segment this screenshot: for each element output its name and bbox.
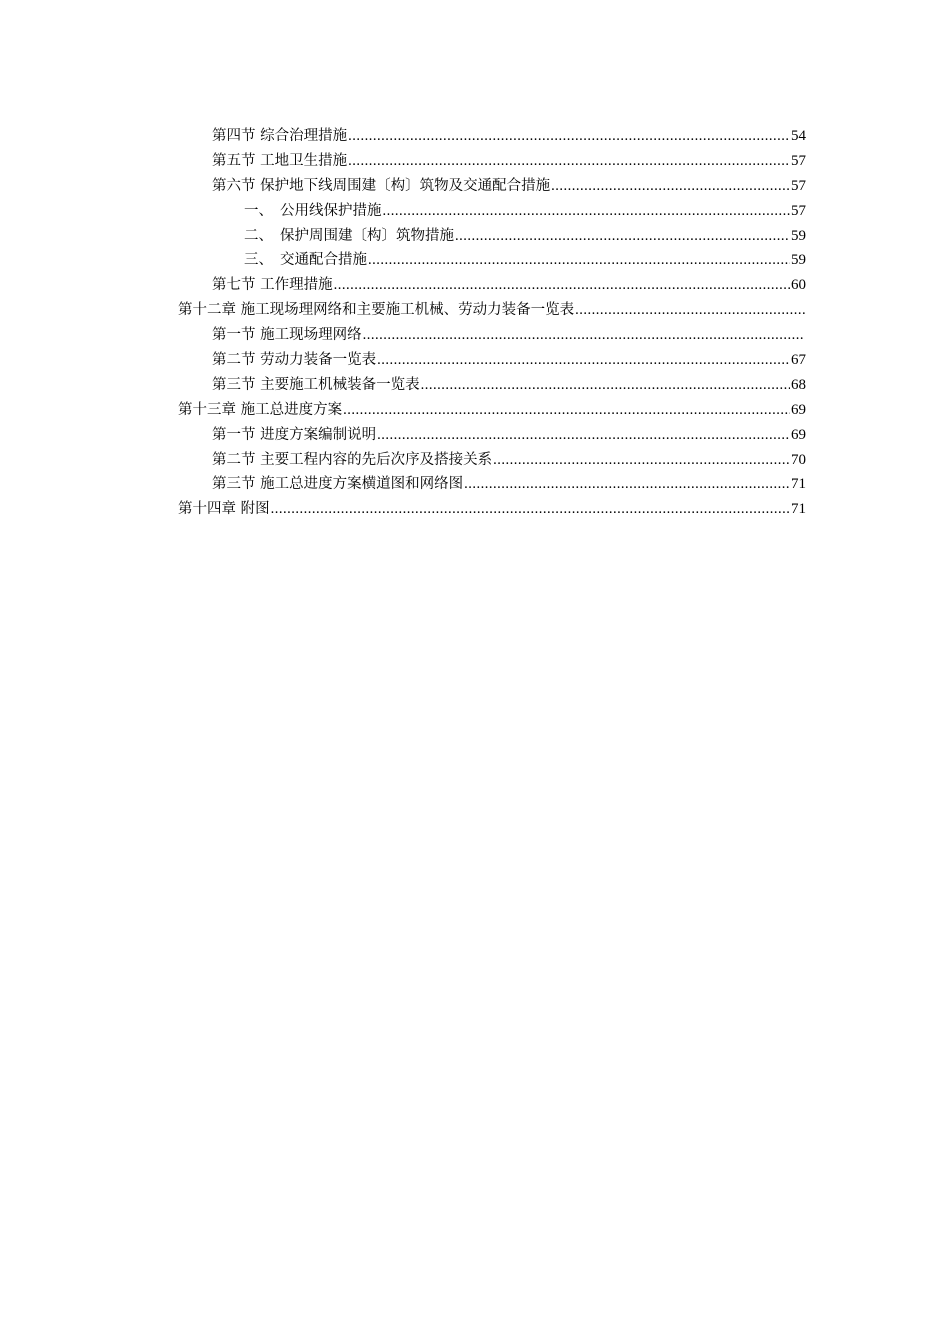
toc-entry[interactable] xyxy=(178,348,806,373)
toc-entry-page: 71 xyxy=(791,476,806,493)
toc-entry[interactable] xyxy=(178,124,806,149)
toc-entry-page: 57 xyxy=(791,202,806,219)
toc-leader-dots xyxy=(575,298,805,323)
toc-entry-title: 第一节 进度方案编制说明 xyxy=(212,426,377,443)
toc-entry[interactable] xyxy=(178,298,806,323)
toc-entry-title: 第一节 施工现场理网络 xyxy=(212,327,362,344)
toc-entry-title: 第三节 主要施工机械装备一览表 xyxy=(212,376,420,393)
toc-leader-dots xyxy=(455,224,790,249)
toc-entry[interactable] xyxy=(178,472,806,497)
toc-entry[interactable] xyxy=(178,174,806,199)
toc-leader-dots xyxy=(368,248,790,273)
toc-entry-title: 第四节 综合治理措施 xyxy=(212,128,348,144)
toc-entry-page: 70 xyxy=(791,451,806,468)
toc-entry-number: 一、 xyxy=(244,202,273,219)
toc-leader-dots xyxy=(421,373,790,398)
toc-entry-page: 68 xyxy=(791,376,806,393)
toc-entry[interactable] xyxy=(178,448,806,473)
toc-leader-dots xyxy=(551,174,790,199)
toc-entry[interactable] xyxy=(178,497,806,522)
toc-leader-dots xyxy=(343,398,790,423)
toc-entry-page: 59 xyxy=(791,252,806,269)
toc-entry-page: 67 xyxy=(791,352,806,369)
toc-entry-title: 公用线保护措施 xyxy=(280,202,382,219)
toc-entry-number: 二、 xyxy=(244,227,273,244)
toc-leader-dots xyxy=(383,199,791,224)
toc-leader-dots xyxy=(377,348,790,373)
toc-entry-title: 第二节 劳动力装备一览表 xyxy=(212,352,377,369)
toc-entry-title: 第六节 保护地下线周围建〔构〕筑物及交通配合措施 xyxy=(212,177,551,194)
toc-entry[interactable] xyxy=(178,423,806,448)
toc-entry[interactable] xyxy=(178,273,806,298)
toc-leader-dots xyxy=(271,497,790,522)
toc-entry[interactable] xyxy=(178,373,806,398)
toc-entry-title: 第十二章 施工现场理网络和主要施工机械、劳动力装备一览表 xyxy=(178,302,575,319)
toc-entry-title: 第七节 工作理措施 xyxy=(212,277,333,294)
toc-entry-title: 交通配合措施 xyxy=(280,252,367,269)
toc-leader-dots xyxy=(334,273,790,298)
toc-leader-dots xyxy=(348,149,790,174)
toc-entry-number: 三、 xyxy=(244,252,273,269)
toc-entry[interactable] xyxy=(178,149,806,174)
toc-leader-dots xyxy=(363,323,805,348)
toc-leader-dots xyxy=(493,448,790,473)
toc-entry-title: 第五节 工地卫生措施 xyxy=(212,152,348,169)
toc-entry-page: 69 xyxy=(791,426,806,443)
toc-leader-dots xyxy=(348,124,790,149)
toc-entry-page: 59 xyxy=(791,227,806,244)
toc-entry-page: 71 xyxy=(791,501,806,518)
toc-entry-title: 保护周围建〔构〕筑物措施 xyxy=(280,227,454,244)
toc-entry-title: 第十三章 施工总进度方案 xyxy=(178,401,343,418)
toc-entry-page: 54 xyxy=(791,128,806,144)
toc-entry-page: 57 xyxy=(791,152,806,169)
toc-entry[interactable] xyxy=(178,199,806,224)
toc-entry-page: 69 xyxy=(791,401,806,418)
toc-leader-dots xyxy=(377,423,790,448)
toc-entry[interactable] xyxy=(178,224,806,249)
toc-entry-page: 57 xyxy=(791,177,806,194)
toc-entry-page: 60 xyxy=(791,277,806,294)
toc-entry[interactable] xyxy=(178,248,806,273)
toc-entry-title: 第二节 主要工程内容的先后次序及搭接关系 xyxy=(212,451,493,468)
toc-leader-dots xyxy=(464,472,790,497)
toc-entry[interactable] xyxy=(178,323,806,348)
toc-entry-title: 第十四章 附图 xyxy=(178,501,270,518)
toc-entry-title: 第三节 施工总进度方案横道图和网络图 xyxy=(212,476,464,493)
toc-entry[interactable] xyxy=(178,398,806,423)
table-of-contents xyxy=(178,124,806,522)
